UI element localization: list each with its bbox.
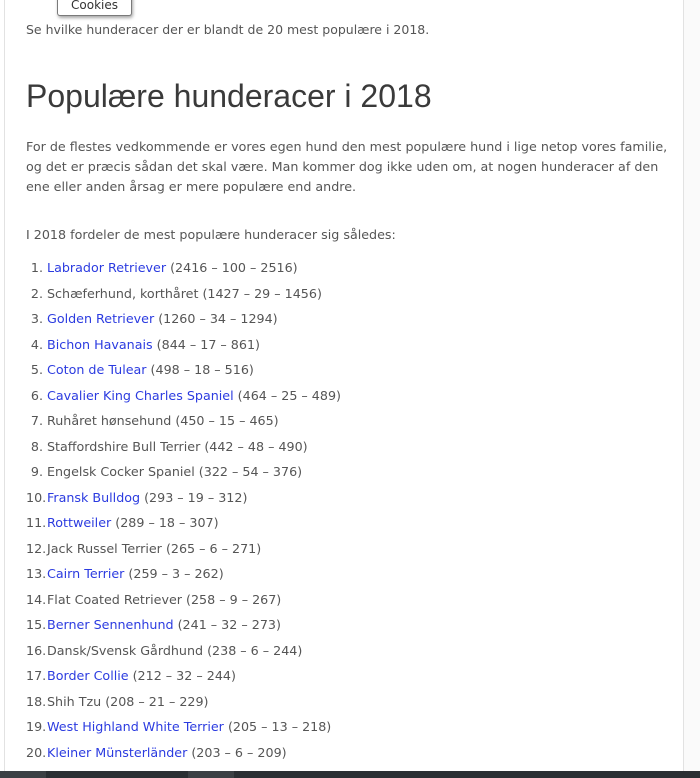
list-number: 1. xyxy=(30,260,43,275)
paragraph-description: For de flestes vedkommende er vores egen hund den mest populære hund i lige netop vores familie, og det er præcis sådan det skal være. Man kommer dog ikke uden om, at nogen hunderacer af den ene eller anden årsag er mere populære end andre. xyxy=(26,139,668,194)
breed-stats: (289 – 18 – 307) xyxy=(111,515,219,530)
breed-stats: (258 – 9 – 267) xyxy=(181,591,282,607)
breed-stats: (212 – 32 – 244) xyxy=(128,668,236,683)
list-number: 18. xyxy=(26,693,47,709)
list-number: 15. xyxy=(26,617,47,632)
breed-link[interactable]: Bichon Havanais xyxy=(47,336,153,352)
breed-list-item xyxy=(26,563,341,589)
list-number: 16. xyxy=(26,642,47,658)
breed-list-item xyxy=(26,410,341,436)
paragraph-list-intro: I 2018 fordeler de mest populære hunderacer sig således: xyxy=(26,227,396,242)
breed-stats: (2416 – 100 – 2516) xyxy=(166,260,298,275)
breed-list-item xyxy=(26,436,341,462)
breed-stats: (1427 – 29 – 1456) xyxy=(198,285,322,301)
breed-list-item xyxy=(26,716,341,742)
breed-list-item xyxy=(26,461,341,487)
breed-list-item xyxy=(26,359,341,385)
list-number: 20. xyxy=(26,744,47,760)
breed-list-item xyxy=(26,334,341,360)
list-number: 6. xyxy=(30,387,43,403)
breed-stats: (322 – 54 – 376) xyxy=(194,464,303,479)
breed-list-item xyxy=(26,512,341,538)
right-margin-pane xyxy=(684,0,700,778)
breed-link[interactable]: Fransk Bulldog xyxy=(47,489,141,505)
breed-stats: (450 – 15 – 465) xyxy=(171,413,279,428)
breed-name: Staffordshire Bull Terrier xyxy=(47,438,201,454)
breed-link[interactable]: Labrador Retriever xyxy=(47,260,167,275)
breed-stats: (203 – 6 – 209) xyxy=(187,744,287,760)
breed-link[interactable]: Golden Retriever xyxy=(47,311,155,326)
breed-stats: (1260 – 34 – 1294) xyxy=(154,311,278,326)
breed-link[interactable]: Border Collie xyxy=(47,668,129,683)
list-number: 10. xyxy=(26,489,47,505)
breed-stats: (208 – 21 – 229) xyxy=(101,693,209,709)
cookies-button[interactable]: Cookies xyxy=(57,0,132,16)
breed-list xyxy=(26,257,341,767)
breed-link[interactable]: Rottweiler xyxy=(47,515,112,530)
left-border xyxy=(4,0,5,778)
list-number: 13. xyxy=(26,566,47,581)
list-number: 9. xyxy=(30,464,43,479)
taskbar-segment xyxy=(188,771,234,778)
breed-link[interactable]: Berner Sennenhund xyxy=(47,617,174,632)
list-number: 17. xyxy=(26,668,47,683)
breed-stats: (464 – 25 – 489) xyxy=(233,387,341,403)
breed-name: Jack Russel Terrier xyxy=(47,540,162,556)
breed-stats: (265 – 6 – 271) xyxy=(161,540,262,556)
intro-text: Se hvilke hunderacer der er blandt de 20 mest populære i 2018. xyxy=(26,22,430,37)
breed-list-item xyxy=(26,614,341,640)
breed-stats: (238 – 6 – 244) xyxy=(203,642,303,658)
breed-list-item xyxy=(26,640,341,666)
breed-list-item xyxy=(26,589,341,615)
list-number: 14. xyxy=(26,591,47,607)
breed-list-item xyxy=(26,691,341,717)
breed-name: Engelsk Cocker Spaniel xyxy=(47,464,195,479)
list-number: 8. xyxy=(30,438,43,454)
list-number: 5. xyxy=(30,362,43,377)
breed-name: Dansk/Svensk Gårdhund xyxy=(47,642,204,658)
breed-name: Shih Tzu xyxy=(47,693,102,709)
list-number: 12. xyxy=(26,540,47,556)
breed-link[interactable]: West Highland White Terrier xyxy=(47,719,224,734)
breed-list-item xyxy=(26,283,341,309)
breed-link[interactable]: Cairn Terrier xyxy=(47,566,125,581)
breed-stats: (293 – 19 – 312) xyxy=(140,489,248,505)
breed-stats: (259 – 3 – 262) xyxy=(124,566,224,581)
list-number: 7. xyxy=(30,413,43,428)
breed-name: Schæferhund, korthåret xyxy=(47,285,199,301)
breed-name: Flat Coated Retriever xyxy=(47,591,182,607)
breed-list-item xyxy=(26,385,341,411)
list-number: 2. xyxy=(30,285,43,301)
breed-list-item xyxy=(26,742,341,768)
list-number: 11. xyxy=(26,515,47,530)
breed-stats: (442 – 48 – 490) xyxy=(200,438,308,454)
breed-list-item xyxy=(26,538,341,564)
breed-link[interactable]: Cavalier King Charles Spaniel xyxy=(47,387,234,403)
page-title: Populære hunderacer i 2018 xyxy=(26,78,432,114)
list-number: 19. xyxy=(26,719,47,734)
breed-stats: (241 – 32 – 273) xyxy=(173,617,281,632)
breed-list-item xyxy=(26,308,341,334)
breed-list-item xyxy=(26,257,341,283)
breed-stats: (205 – 13 – 218) xyxy=(223,719,332,734)
list-number: 4. xyxy=(30,336,43,352)
list-number: 3. xyxy=(30,311,43,326)
breed-list-item xyxy=(26,665,341,691)
breed-name: Ruhåret hønsehund xyxy=(47,413,172,428)
breed-list-item xyxy=(26,487,341,513)
breed-link[interactable]: Kleiner Münsterländer xyxy=(47,744,188,760)
bottom-taskbar xyxy=(0,771,700,778)
breed-stats: (844 – 17 – 861) xyxy=(152,336,260,352)
breed-link[interactable]: Coton de Tulear xyxy=(47,362,147,377)
taskbar-segment xyxy=(0,771,46,778)
breed-stats: (498 – 18 – 516) xyxy=(146,362,254,377)
